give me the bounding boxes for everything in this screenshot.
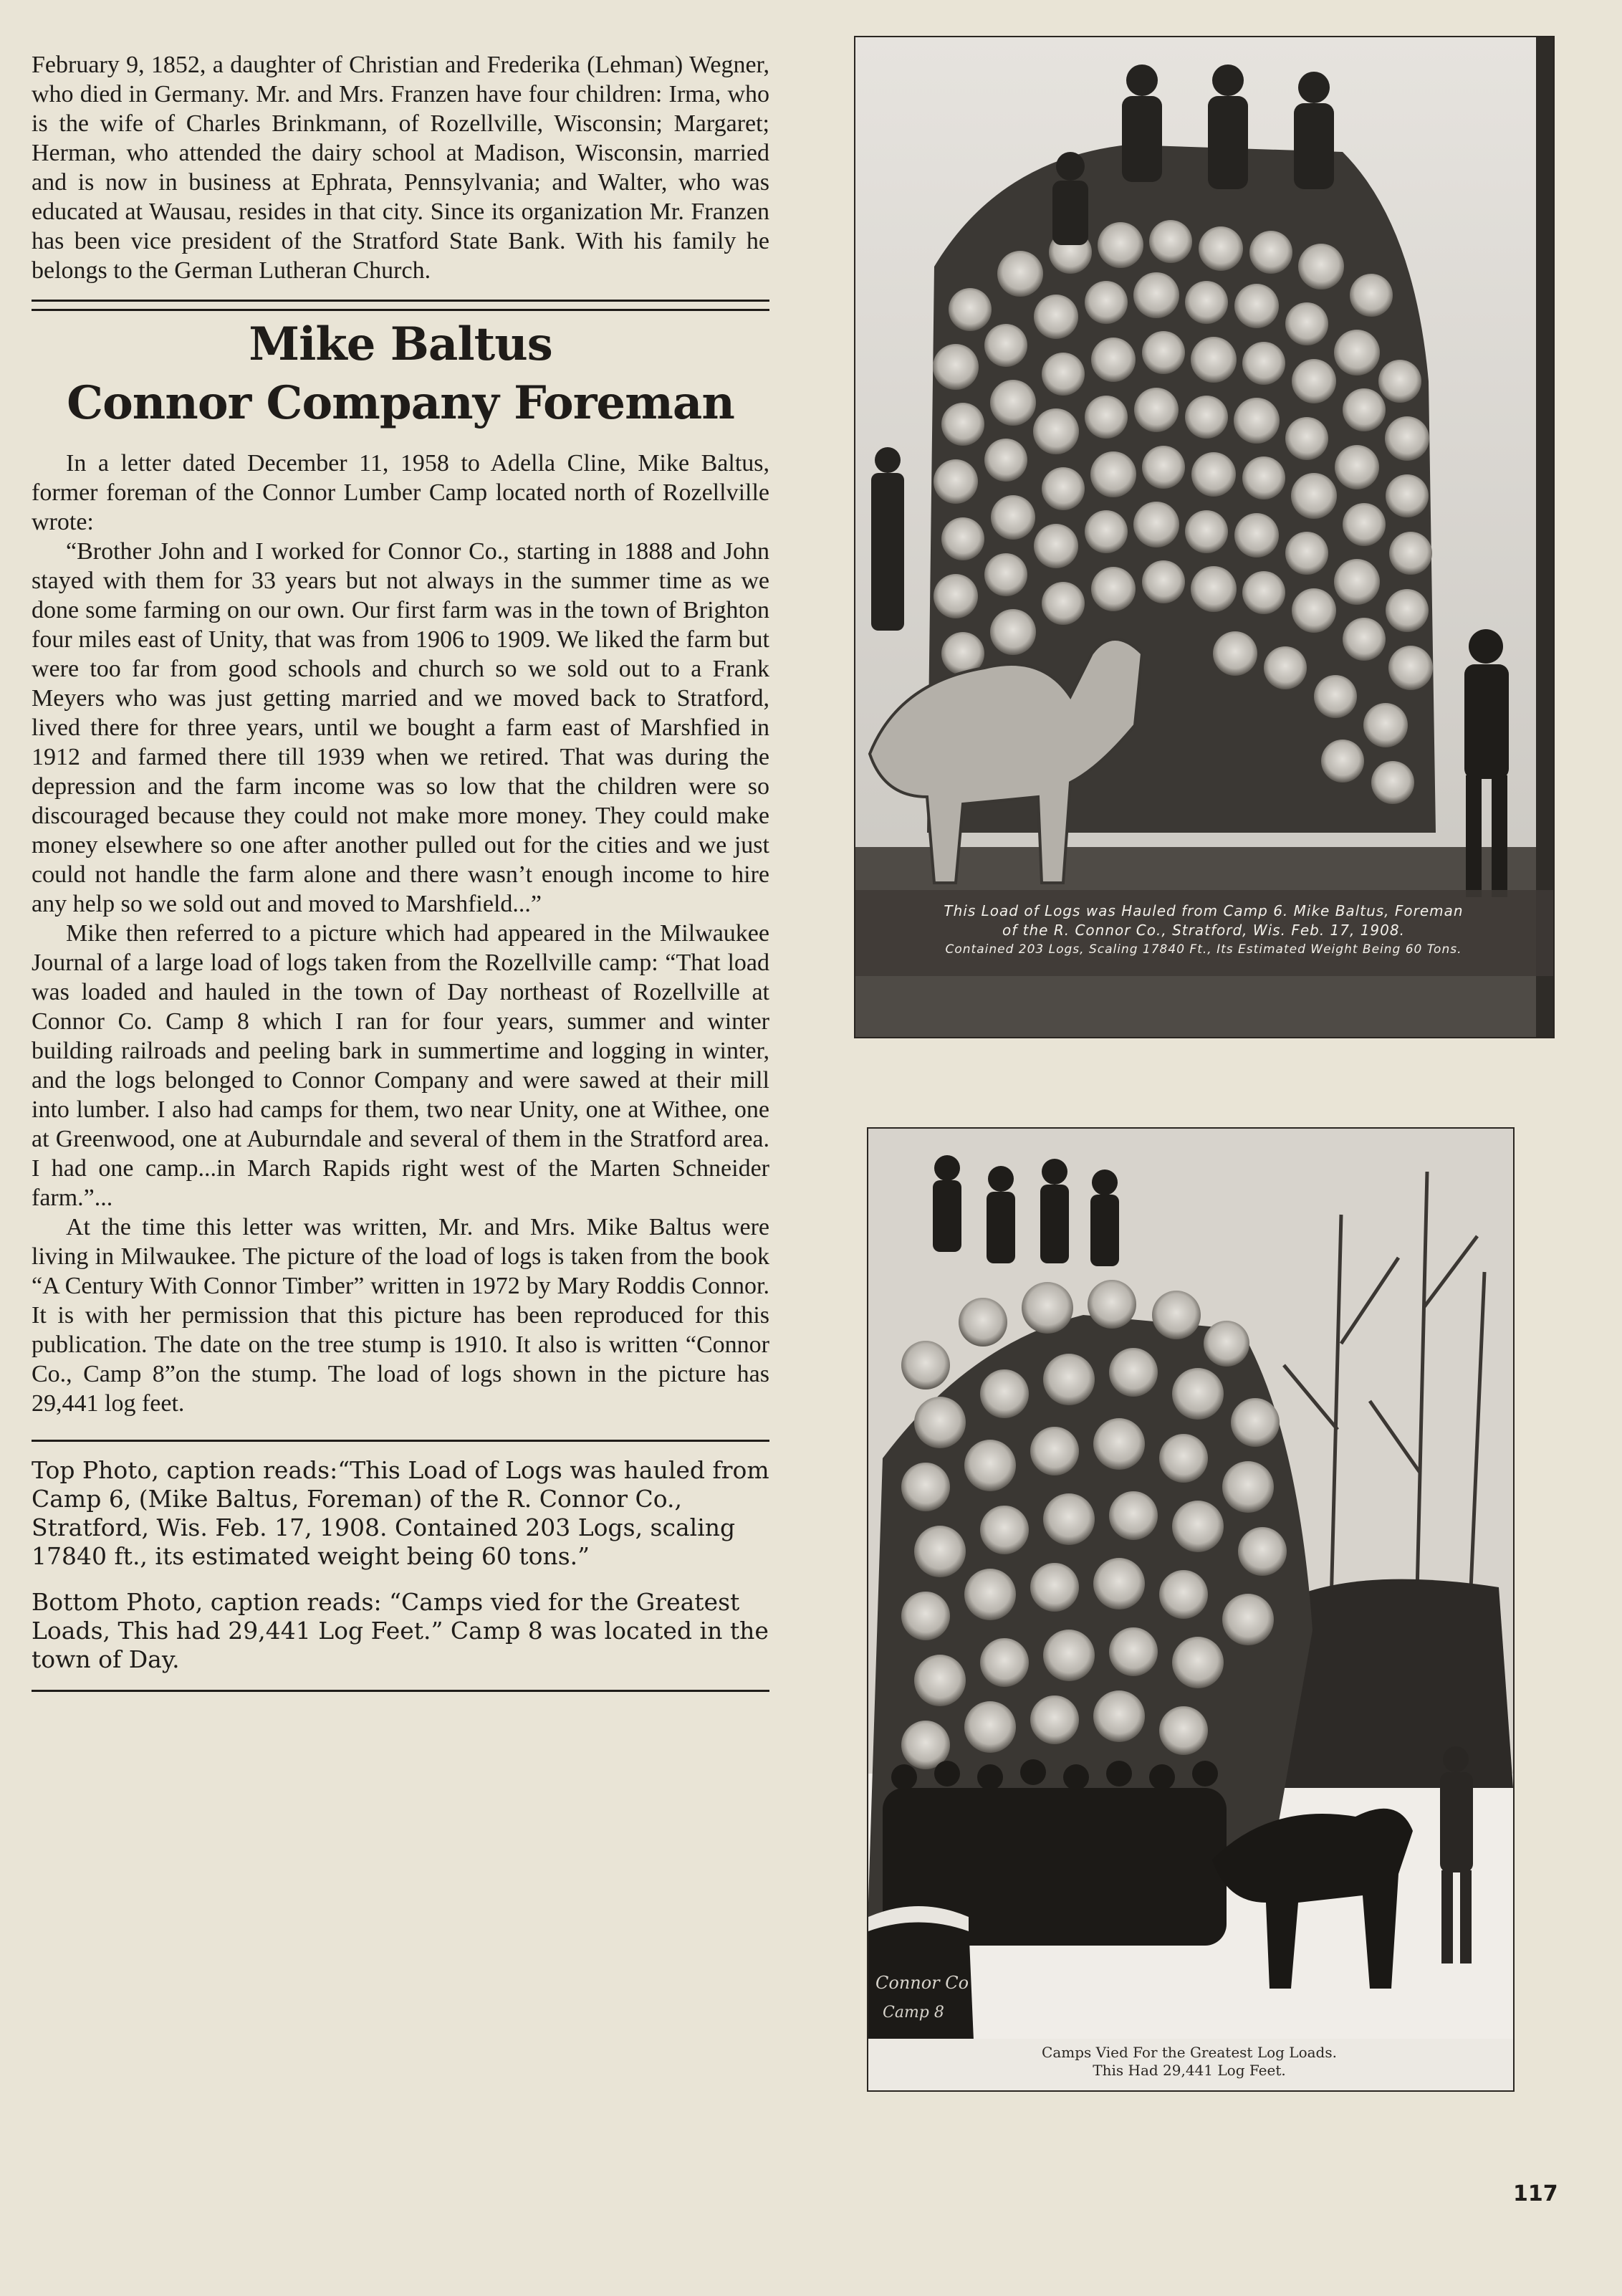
top-photo-caption-line-1: This Load of Logs was Hauled from Camp 6. Mike Baltus, Foreman xyxy=(944,902,1464,919)
bottom-divider xyxy=(32,1690,769,1692)
headline-line-2: Connor Company Foreman xyxy=(67,376,734,430)
page-number: 117 xyxy=(1513,2181,1558,2206)
top-photo-log-load xyxy=(854,36,1555,1038)
bottom-photo-caption xyxy=(867,2044,1512,2080)
photo-caption-notes xyxy=(32,1456,769,1674)
bottom-photo-log-load xyxy=(867,1127,1515,2092)
bottom-photo-caption-line-1: Camps Vied For the Greatest Log Loads. xyxy=(1042,2044,1337,2061)
bottom-photo-illustration xyxy=(868,1129,1513,2090)
article-headline xyxy=(32,315,769,433)
stump-text-1: Connor Co xyxy=(875,1973,969,1993)
caption-divider xyxy=(32,1440,769,1442)
bottom-photo-note: Bottom Photo, caption reads: “Camps vied for the Greatest Loads, This had 29,441 Log Feet.” Camp 8 was located in the town of Day. xyxy=(32,1588,769,1673)
bottom-photo-caption-line-2: This Had 29,441 Log Feet. xyxy=(1093,2062,1286,2079)
article-paragraph: At the time this letter was written, Mr. and Mrs. Mike Baltus were living in Milwaukee. The picture of the load of logs is taken from the book “A Century With Connor Timber” written in 1972 by Mary Roddis Connor. It is with her permission that this picture has been reproduced for this publication. The date on the tree stump is 1910. It also is written “Connor Co., Camp 8”on the stump. The load of logs shown in the picture has 29,441 log feet. xyxy=(32,1214,769,1417)
top-photo-note: Top Photo, caption reads:“This Load of Logs was hauled from Camp 6, (Mike Baltus, Foreman) of the R. Connor Co., Stratford, Wis. Feb. 17, 1908. Contained 203 Logs, scaling 17840 ft., its estimated weight being 60 tons.” xyxy=(32,1456,769,1570)
section-divider xyxy=(32,300,769,311)
top-photo-illustration xyxy=(855,37,1553,1037)
stump-text-2: Camp 8 xyxy=(883,2004,944,2022)
article-paragraph: “Brother John and I worked for Connor Co., starting in 1888 and John stayed with them for 33 years but not always in the summer time as we done some farming on our own. Our first farm was in the town of Brighton four miles east of Unity, that was from 1906 to 1909. We liked the farm but were too far from good schools and church so we sold out to a Frank Meyers who was just getting married and we moved back to Stratford, lived there for three years, until we bought a farm east of Marshfied in 1912 and farmed there till 1939 when we retired. That was during the depression and the farm income was so low that the children were so discouraged because they could not make more money. They could make money elsewhere so one after another pulled out for the cities and we just could not handle the farm alone and there wasn’t enough income to hire any help so we sold out and moved to Marshfield...” xyxy=(32,538,769,917)
article-paragraph: In a letter dated December 11, 1958 to Adella Cline, Mike Baltus, former foreman of the Connor Lumber Camp located north of Rozellville wrote: xyxy=(32,450,769,535)
intro-paragraph: February 9, 1852, a daughter of Christian and Frederika (Lehman) Wegner, who died in Germany. Mr. and Mrs. Franzen have four children: Irma, who is the wife of Charles Brinkmann, of Rozellville, Wisconsin; Margaret; Herman, who attended the dairy school at Madison, Wisconsin, married and is now in business at Ephrata, Pennsylvania; and Walter, who was educated at Wausau, resides in that city. Since its organization Mr. Franzen has been vice president of the Stratford State Bank. With his family he belongs to the German Lutheran Church. xyxy=(32,52,769,284)
top-photo-caption-line-3: Contained 203 Logs, Scaling 17840 Ft., Its Estimated Weight Being 60 Tons. xyxy=(945,942,1462,957)
top-photo-caption xyxy=(863,901,1544,960)
article-paragraph: Mike then referred to a picture which had appeared in the Milwaukee Journal of a large load of logs taken from the Rozellville camp: “That load was loaded and hauled in the town of Day northeast of Rozellville at Connor Co. Camp 8 which I ran for four years, summer and winter building railroads and peeling bark in summertime and logging in winter, and the logs belonged to Connor Company and were sawed at their mill into lumber. I also had camps for them, two near Unity, one at Withee, one at Greenwood, one at Auburndale and several of them in the Stratford area. I had one camp...in March Rapids right west of the Marten Schneider farm.”... xyxy=(32,920,769,1211)
text-column xyxy=(32,50,769,1706)
top-photo-caption-line-2: of the R. Connor Co., Stratford, Wis. Feb. 17, 1908. xyxy=(1002,922,1405,939)
headline-line-1: Mike Baltus xyxy=(249,317,552,371)
